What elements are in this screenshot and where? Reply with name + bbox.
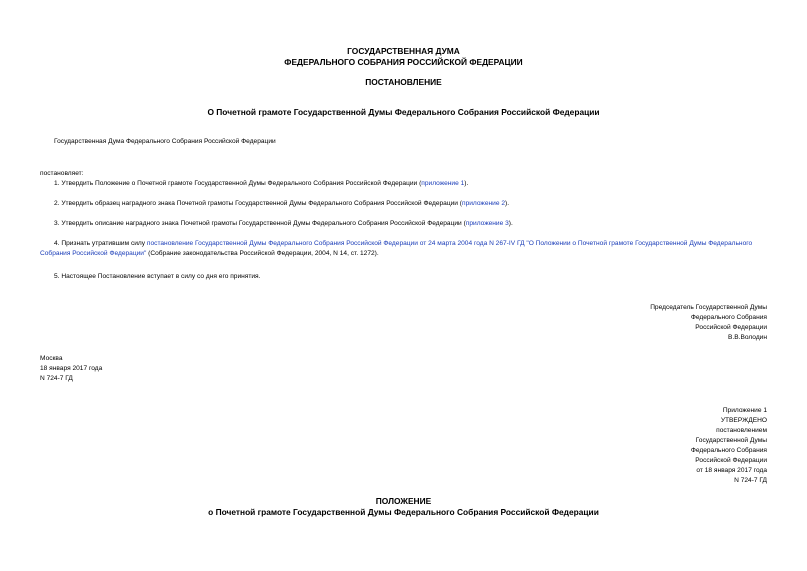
signature-title-3: Российской Федерации: [695, 324, 767, 331]
item-4-text: 4. Признать утратившим силу: [54, 240, 147, 247]
doc-type: ПОСТАНОВЛЕНИЕ: [365, 77, 442, 87]
item-4-tail: (Собрание законодательства Российской Федерации, 2004, N 14, ст. 1272).: [146, 250, 379, 257]
signature-name: В.В.Володин: [728, 334, 767, 341]
item-2-text: 2. Утвердить образец наградного знака Почетной грамоты Государственной Думы Федерального Собрания Российской Федерации (: [54, 200, 462, 207]
signature-title-2: Федерального Собрания: [690, 314, 767, 321]
appendix-approved: УТВЕРЖДЕНО: [720, 417, 767, 424]
appendix-federation: Российской Федерации: [695, 457, 767, 464]
appendix-assembly: Федерального Собрания: [690, 447, 767, 454]
regulation-subtitle: о Почетной грамоте Государственной Думы Федерального Собрания Российской Федерации: [208, 507, 599, 517]
intro-decides: постановляет:: [40, 170, 84, 177]
item-2: [54, 199, 509, 209]
item-3-tail: ).: [508, 220, 513, 227]
item-2-tail: ).: [505, 200, 510, 207]
item-1: [54, 179, 468, 189]
link-appendix-2[interactable]: приложение 2: [462, 200, 506, 207]
item-3-text: 3. Утвердить описание наградного знака Почетной грамоты Государственной Думы Федерального Собрания Российской Федерации (: [54, 220, 466, 227]
item-4: [40, 239, 775, 259]
date: 18 января 2017 года: [40, 365, 103, 372]
link-repealed-resolution[interactable]: постановление Государственной Думы Федерального Собрания Российской Федерации от 24 марта 2004 года N 267-IV ГД "О Положении о Почетной грамоте Государственной Думы Федерального Собрания Российской Федерации": [40, 240, 753, 257]
intro-body: Государственная Дума Федерального Собрания Российской Федерации: [54, 138, 276, 145]
link-appendix-1[interactable]: приложение 1: [421, 180, 465, 187]
appendix-label: Приложение 1: [722, 407, 767, 414]
doc-title: О Почетной грамоте Государственной Думы Федерального Собрания Российской Федерации: [207, 107, 600, 117]
doc-number: N 724-7 ГД: [40, 375, 73, 382]
place: Москва: [40, 355, 63, 362]
header-assembly: ФЕДЕРАЛЬНОГО СОБРАНИЯ РОССИЙСКОЙ ФЕДЕРАЦИИ: [284, 57, 523, 67]
link-appendix-3[interactable]: приложение 3: [465, 220, 509, 227]
appendix-number: N 724-7 ГД: [734, 477, 767, 484]
appendix-date: от 18 января 2017 года: [696, 467, 767, 474]
item-1-tail: ).: [464, 180, 469, 187]
appendix-duma: Государственной Думы: [695, 437, 767, 444]
regulation-title: ПОЛОЖЕНИЕ: [375, 496, 432, 506]
item-3: [54, 219, 513, 229]
header-duma: ГОСУДАРСТВЕННАЯ ДУМА: [347, 46, 460, 56]
appendix-by-resolution: постановлением: [716, 427, 767, 434]
signature-title-1: Председатель Государственной Думы: [650, 304, 767, 311]
item-5: 5. Настоящее Постановление вступает в силу со дня его принятия.: [54, 273, 261, 280]
item-1-text: 1. Утвердить Положение о Почетной грамоте Государственной Думы Федерального Собрания Российской Федерации (: [54, 180, 422, 187]
